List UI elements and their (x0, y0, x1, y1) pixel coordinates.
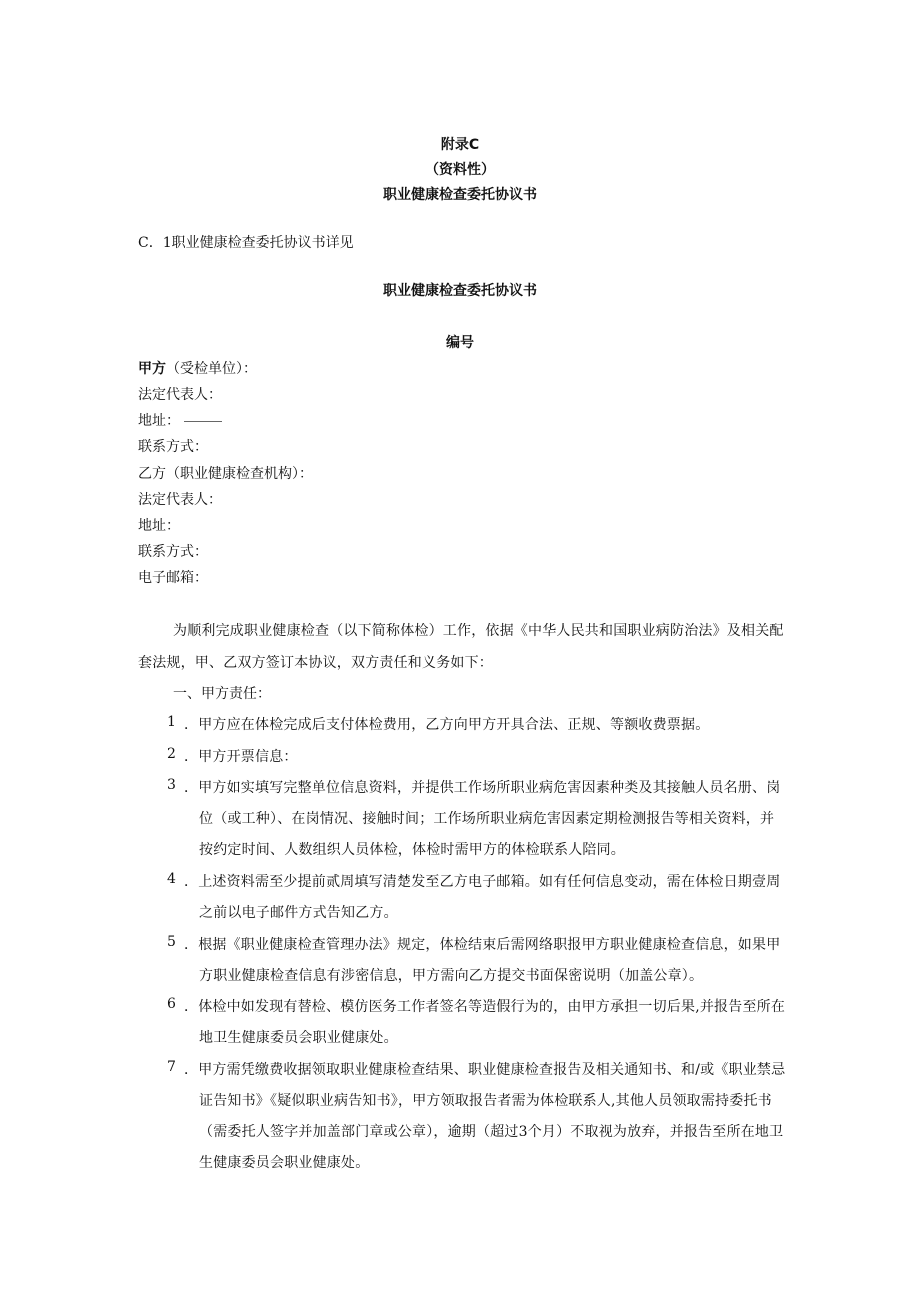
item-6-line-2: 地卫生健康委员会职业健康处。 (199, 1030, 398, 1046)
section-1-title: 一、甲方责任： (173, 686, 271, 702)
item-number: 5 (167, 934, 176, 950)
party-a-address-label: 地址： (138, 413, 180, 429)
address-blank-line (184, 420, 222, 422)
document-number-label: 编号 (446, 335, 474, 351)
party-b-address: 地址： (138, 518, 180, 534)
party-b-label: 乙方（职业健康检查机构）： (138, 466, 313, 482)
intro-line-2: 套法规，甲、乙双方签订本协议，双方责任和义务如下： (138, 655, 493, 671)
party-a-contact: 联系方式： (138, 439, 208, 455)
item-3-line-2: 位（或工种）、在岗情况、接触时间；工作场所职业病危害因素定期检测报告等相关资料，并 (199, 811, 775, 827)
item-7-line-2: 证告知书》《疑似职业病告知书》，甲方领取报告者需为体检联系人,其他人员领取需持委托书 (199, 1093, 772, 1109)
item-3-line-3: 按约定时间、人数组织人员体检，体检时需甲方的体检联系人陪同。 (199, 842, 625, 858)
item-4-line-2: 之前以电子邮件方式告知乙方。 (199, 905, 398, 921)
party-a-address (138, 410, 222, 430)
party-b-email: 电子邮箱： (138, 570, 208, 586)
item-7-line-1: ．甲方需凭缴费收据领取职业健康检查结果、职业健康检查报告及相关通知书、和/或《职业禁忌 (184, 1062, 786, 1078)
item-number: 3 (167, 777, 176, 793)
item-3-line-1: ．甲方如实填写完整单位信息资料，并提供工作场所职业病危害因素种类及其接触人员名册、岗 (184, 780, 781, 796)
party-b-contact: 联系方式： (138, 544, 208, 560)
item-number: 4 (167, 871, 176, 887)
party-a-label-rest: （受检单位）： (166, 361, 257, 377)
document-title: 职业健康检查委托协议书 (383, 283, 537, 299)
item-6-line-1: ．体检中如发现有替检、模仿医务工作者签名等造假行为的，由甲方承担一切后果,并报告至所在 (184, 999, 786, 1015)
item-4-line-1: ．上述资料需至少提前贰周填写清楚发至乙方电子邮箱。如有任何信息变动，需在体检日期壹周 (184, 874, 781, 890)
item-5-line-1: ．根据《职业健康检查管理办法》规定，体检结束后需网络职报甲方职业健康检查信息，如果甲 (184, 937, 781, 953)
item-number: 2 (167, 746, 176, 762)
party-a-label-bold: 甲方 (138, 361, 166, 377)
item-number: 6 (167, 996, 176, 1012)
item-number: 7 (167, 1059, 176, 1075)
item-number: 1 (167, 714, 176, 730)
party-a-legal-rep: 法定代表人： (138, 387, 222, 403)
intro-line-1: 为顺利完成职业健康检查（以下简称体检）工作，依据《中华人民共和国职业病防治法》及相关配 (173, 623, 784, 639)
party-b-legal-rep: 法定代表人： (138, 492, 222, 508)
section-reference: C．1职业健康检查委托协议书详见 (138, 235, 354, 251)
party-a-label (138, 358, 257, 378)
item-7-line-3: （需委托人签字并加盖部门章或公章），逾期（超过3个月）不取视为放弃，并报告至所在地卫 (199, 1124, 784, 1140)
item-5-line-2: 方职业健康检查信息有涉密信息，甲方需向乙方提交书面保密说明（加盖公章）。 (199, 968, 704, 984)
appendix-nature: （资料性） (425, 162, 495, 178)
item-1-line-1: ．甲方应在体检完成后支付体检费用，乙方向甲方开具合法、正规、等额收费票据。 (184, 717, 710, 733)
appendix-title: 职业健康检查委托协议书 (383, 187, 537, 203)
appendix-label: 附录C (440, 137, 480, 153)
item-7-line-4: 生健康委员会职业健康处。 (199, 1155, 370, 1171)
item-2-line-1: ．甲方开票信息： (184, 749, 298, 765)
